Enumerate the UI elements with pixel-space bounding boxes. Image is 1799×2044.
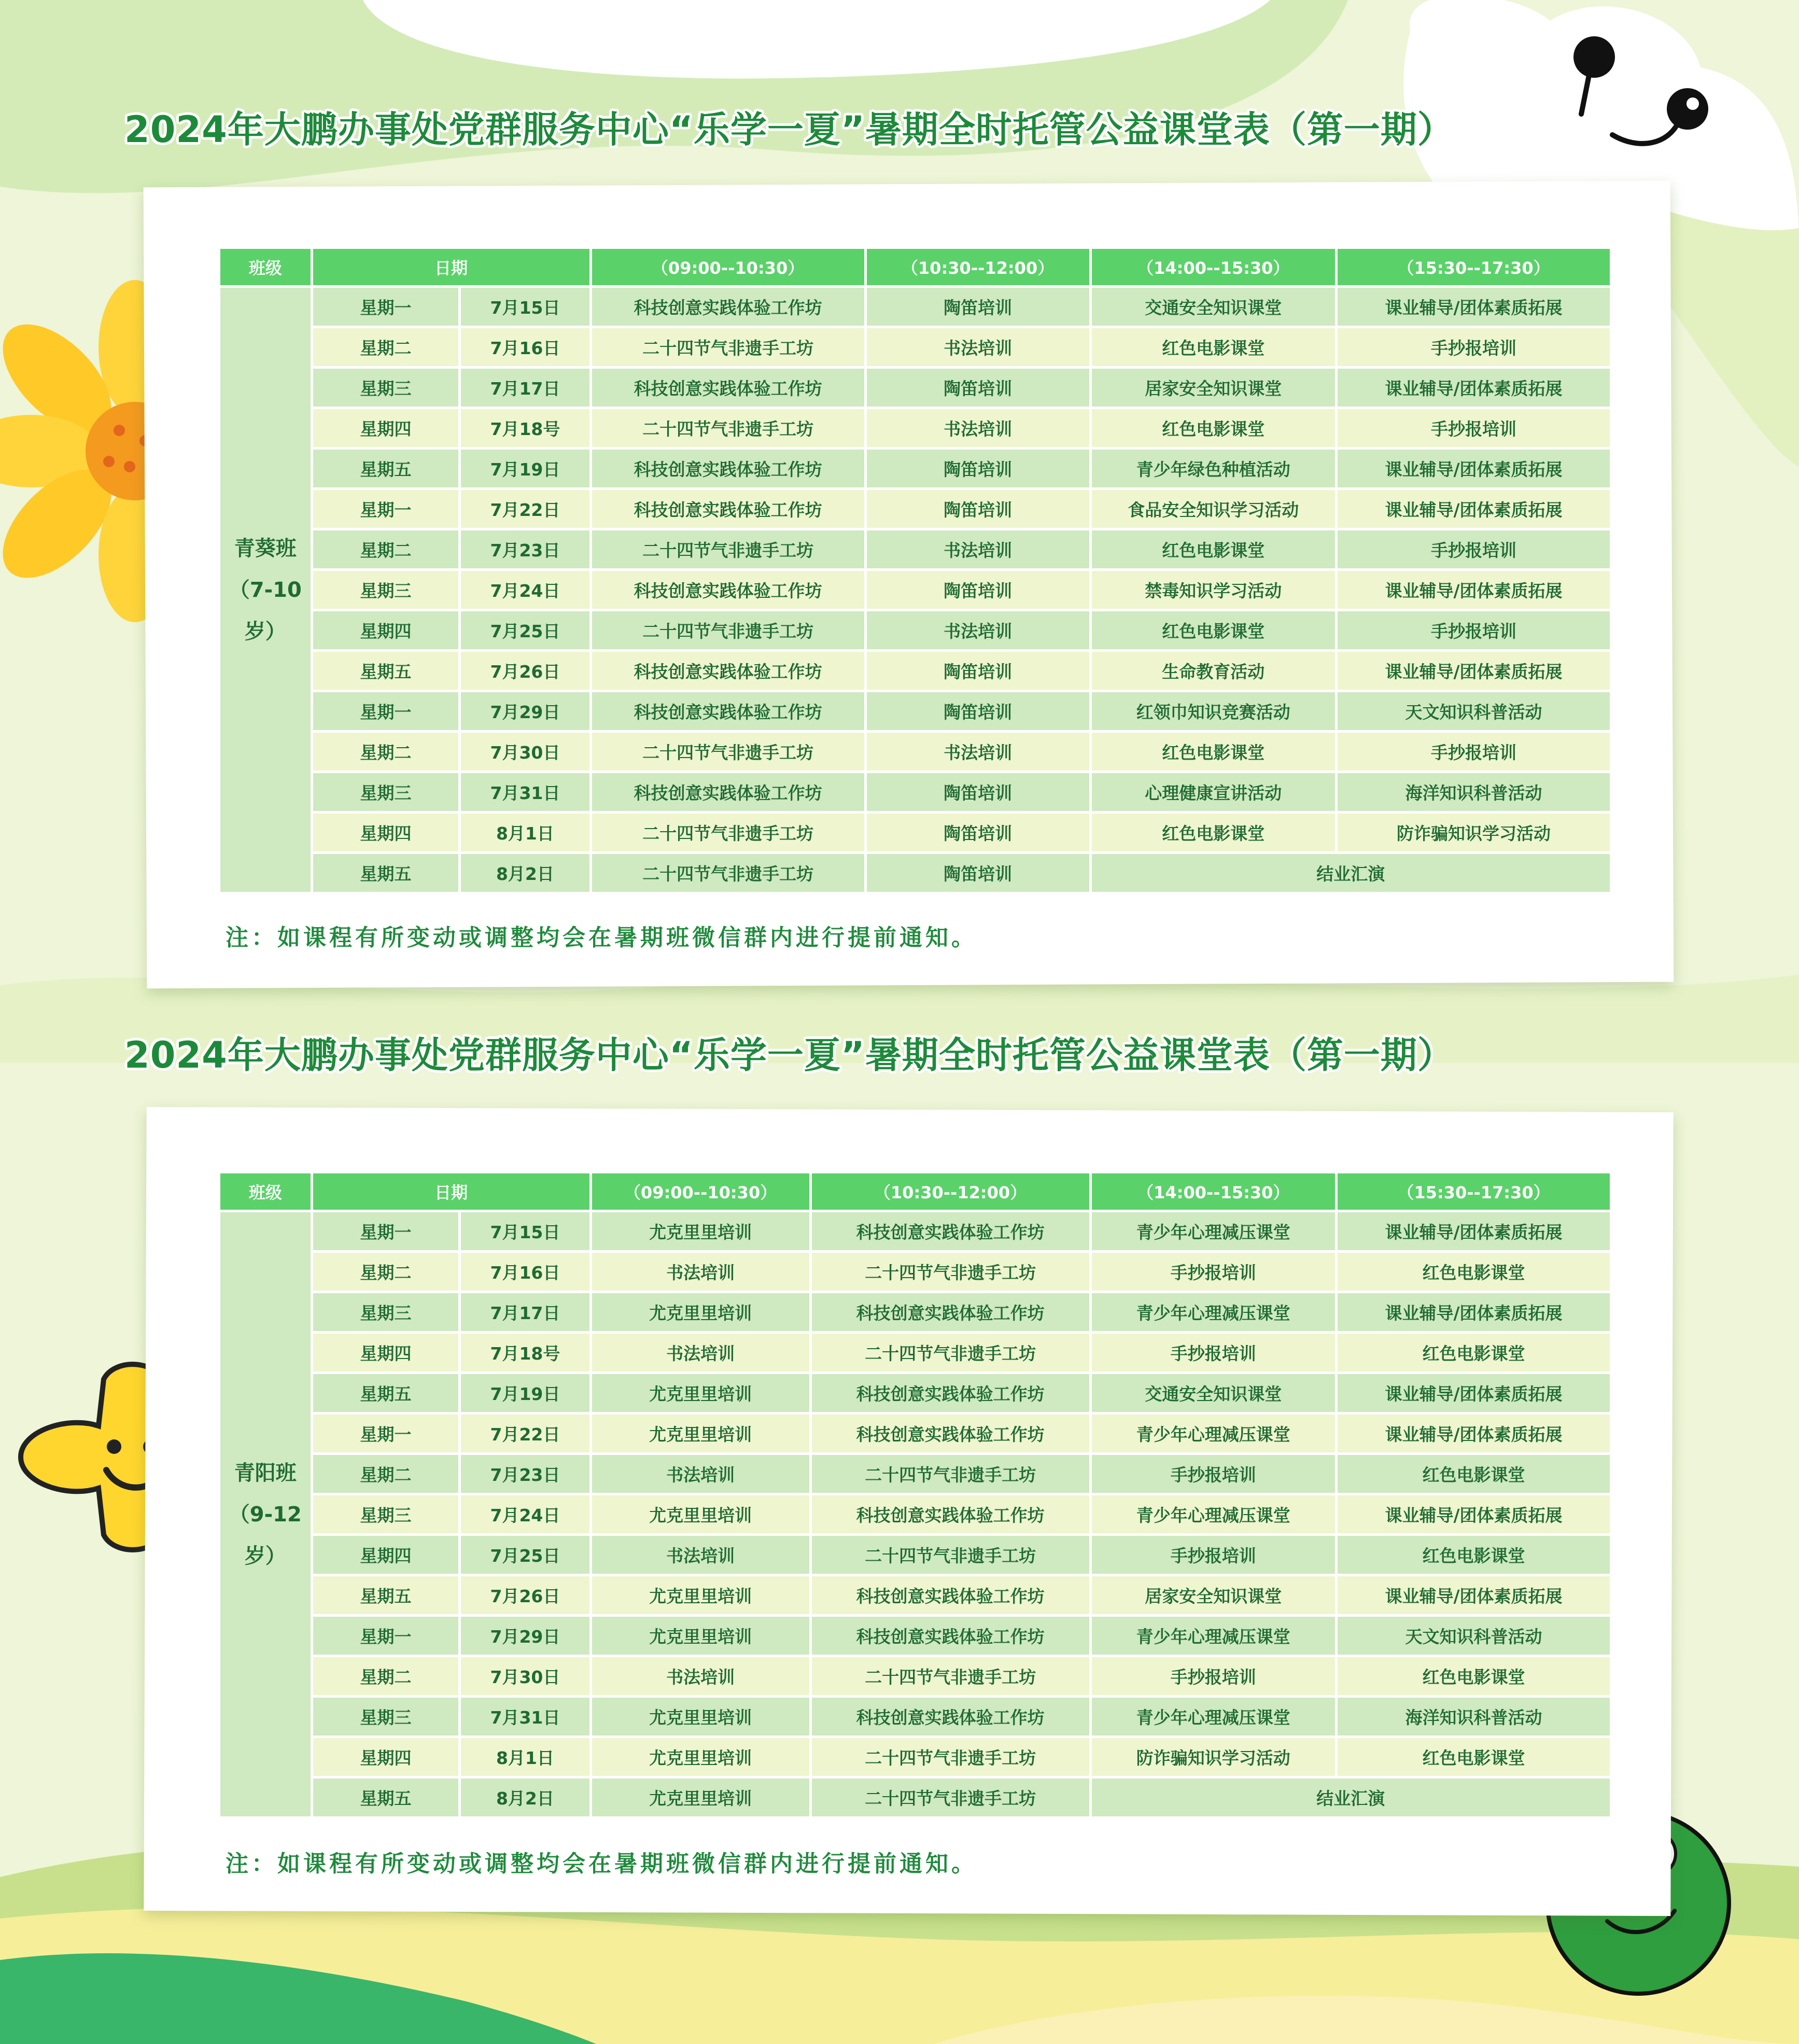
weekday-cell: 星期三 [313, 1698, 459, 1735]
slot-1-cell: 科技创意实践体验工作坊 [592, 692, 864, 730]
table-row [220, 1617, 1610, 1655]
date-cell: 7月19日 [461, 450, 589, 487]
slot-4-cell: 课业辅导/团体素质拓展 [1338, 571, 1610, 609]
slot-4-cell: 防诈骗知识学习活动 [1338, 814, 1610, 851]
schedule-title-qingyang: 2024年大鹏办事处党群服务中心“乐学一夏”暑期全时托管公益课堂表（第一期） [124, 1034, 1454, 1076]
slot-1-cell: 二十四节气非遗手工坊 [592, 854, 864, 892]
date-cell: 7月22日 [461, 1415, 589, 1452]
date-cell: 7月29日 [461, 692, 589, 730]
table-row [220, 611, 1610, 649]
slot-3-cell: 红色电影课堂 [1092, 328, 1335, 366]
date-cell: 7月24日 [461, 571, 589, 609]
slot-3-cell: 红色电影课堂 [1092, 409, 1335, 447]
slot-3-cell: 青少年绿色种植活动 [1092, 450, 1335, 487]
table-row [220, 692, 1610, 730]
slot-3-cell: 青少年心理减压课堂 [1092, 1495, 1335, 1533]
date-cell: 7月19日 [461, 1374, 589, 1412]
slot-1-cell: 书法培训 [592, 1455, 809, 1493]
table-row [220, 571, 1610, 609]
weekday-cell: 星期二 [313, 1253, 459, 1291]
table-row [220, 1576, 1610, 1614]
weekday-cell: 星期二 [313, 1455, 459, 1493]
slot-1-cell: 尤克里里培训 [592, 1576, 809, 1614]
table-header-row [220, 249, 1610, 285]
weekday-cell: 星期五 [313, 1779, 459, 1816]
weekday-cell: 星期五 [313, 652, 459, 690]
class-age: （9-12岁） [229, 1502, 302, 1568]
table-row [220, 814, 1610, 851]
table-row [220, 1536, 1610, 1574]
header-slot-2: （10:30--12:00） [812, 1173, 1089, 1210]
slot-4-cell: 课业辅导/团体素质拓展 [1338, 1495, 1610, 1533]
slot-3-cell: 青少年心理减压课堂 [1092, 1617, 1335, 1655]
slot-4-cell: 手抄报培训 [1338, 611, 1610, 649]
weekday-cell: 星期三 [313, 1495, 459, 1533]
date-cell: 7月15日 [461, 1212, 589, 1250]
slot-2-cell: 陶笛培训 [867, 288, 1089, 326]
slot-2-cell: 陶笛培训 [867, 571, 1089, 609]
date-cell: 7月29日 [461, 1617, 589, 1655]
weekday-cell: 星期二 [313, 530, 459, 568]
slot-2-cell: 陶笛培训 [867, 814, 1089, 851]
date-cell: 7月26日 [461, 652, 589, 690]
slot-4-cell: 课业辅导/团体素质拓展 [1338, 1374, 1610, 1412]
table-row [220, 530, 1610, 568]
slot-4-cell: 课业辅导/团体素质拓展 [1338, 652, 1610, 690]
slot-1-cell: 科技创意实践体验工作坊 [592, 490, 864, 528]
slot-1-cell: 科技创意实践体验工作坊 [592, 288, 864, 326]
table-row-final [220, 1779, 1610, 1816]
slot-1-cell: 二十四节气非遗手工坊 [592, 611, 864, 649]
slot-2-cell: 二十四节气非遗手工坊 [812, 1738, 1089, 1776]
weekday-cell: 星期一 [313, 1415, 459, 1452]
header-slot-3: （14:00--15:30） [1092, 249, 1335, 285]
slot-1-cell: 二十四节气非遗手工坊 [592, 814, 864, 851]
slot-2-cell: 科技创意实践体验工作坊 [812, 1293, 1089, 1331]
slot-4-cell: 手抄报培训 [1338, 733, 1610, 771]
slot-2-cell: 科技创意实践体验工作坊 [812, 1212, 1089, 1250]
slot-1-cell: 尤克里里培训 [592, 1617, 809, 1655]
slot-2-cell: 陶笛培训 [867, 692, 1089, 730]
date-cell: 7月31日 [461, 1698, 589, 1735]
date-cell: 7月26日 [461, 1576, 589, 1614]
date-cell: 7月16日 [461, 328, 589, 366]
slot-2-cell: 书法培训 [867, 530, 1089, 568]
header-date: 日期 [313, 1173, 589, 1210]
date-cell: 8月1日 [461, 1738, 589, 1776]
class-age: （7-10岁） [229, 578, 302, 643]
slot-3-cell: 生命教育活动 [1092, 652, 1335, 690]
slot-2-cell: 二十四节气非遗手工坊 [812, 1657, 1089, 1695]
slot-3-cell: 交通安全知识课堂 [1092, 1374, 1335, 1412]
date-cell: 7月25日 [461, 611, 589, 649]
slot-3-cell: 手抄报培训 [1092, 1455, 1335, 1493]
class-name: 青葵班 [234, 536, 297, 561]
slot-1-cell: 二十四节气非遗手工坊 [592, 530, 864, 568]
weekday-cell: 星期五 [313, 450, 459, 487]
slot-2-cell: 科技创意实践体验工作坊 [812, 1415, 1089, 1452]
date-cell: 7月18号 [461, 1334, 589, 1371]
slot-3-cell: 红色电影课堂 [1092, 814, 1335, 851]
header-date: 日期 [313, 249, 589, 285]
header-slot-1: （09:00--10:30） [592, 1173, 809, 1210]
slot-2-cell: 科技创意实践体验工作坊 [812, 1495, 1089, 1533]
table-row [220, 1415, 1610, 1452]
header-slot-4: （15:30--17:30） [1338, 1173, 1610, 1210]
header-class: 班级 [220, 249, 311, 285]
slot-1-cell: 二十四节气非遗手工坊 [592, 328, 864, 366]
date-cell: 7月24日 [461, 1495, 589, 1533]
date-cell: 7月25日 [461, 1536, 589, 1574]
slot-3-cell: 青少年心理减压课堂 [1092, 1293, 1335, 1331]
slot-2-cell: 书法培训 [867, 611, 1089, 649]
slot-1-cell: 尤克里里培训 [592, 1738, 809, 1776]
slot-3-cell: 红色电影课堂 [1092, 733, 1335, 771]
slot-1-cell: 尤克里里培训 [592, 1374, 809, 1412]
slot-1-cell: 书法培训 [592, 1334, 809, 1371]
slot-2-cell: 陶笛培训 [867, 450, 1089, 487]
slot-4-cell: 海洋知识科普活动 [1338, 773, 1610, 811]
date-cell: 7月23日 [461, 530, 589, 568]
schedule-note-qingkui: 注：如课程有所变动或调整均会在暑期班微信群内进行提前通知。 [226, 925, 977, 951]
weekday-cell: 星期一 [313, 490, 459, 528]
slot-3-cell: 青少年心理减压课堂 [1092, 1698, 1335, 1735]
slot-1-cell: 尤克里里培训 [592, 1779, 809, 1816]
date-cell: 7月18号 [461, 409, 589, 447]
schedule-table-qingyang [218, 1171, 1612, 1819]
table-row [220, 1212, 1610, 1250]
slot-4-cell: 课业辅导/团体素质拓展 [1338, 1576, 1610, 1614]
slot-3-cell: 红色电影课堂 [1092, 530, 1335, 568]
slot-2-cell: 陶笛培训 [867, 490, 1089, 528]
slot-1-cell: 尤克里里培训 [592, 1293, 809, 1331]
date-cell: 7月31日 [461, 773, 589, 811]
weekday-cell: 星期二 [313, 1657, 459, 1695]
slot-1-cell: 科技创意实践体验工作坊 [592, 773, 864, 811]
slot-1-cell: 尤克里里培训 [592, 1212, 809, 1250]
slot-2-cell: 科技创意实践体验工作坊 [812, 1576, 1089, 1614]
table-row [220, 1738, 1610, 1776]
slot-4-cell: 红色电影课堂 [1338, 1738, 1610, 1776]
weekday-cell: 星期三 [313, 773, 459, 811]
date-cell: 7月23日 [461, 1455, 589, 1493]
table-row [220, 773, 1610, 811]
slot-2-cell: 陶笛培训 [867, 773, 1089, 811]
weekday-cell: 星期一 [313, 692, 459, 730]
header-slot-2: （10:30--12:00） [867, 249, 1089, 285]
slot-2-cell: 书法培训 [867, 733, 1089, 771]
weekday-cell: 星期四 [313, 1738, 459, 1776]
weekday-cell: 星期四 [313, 1334, 459, 1371]
slot-2-cell: 二十四节气非遗手工坊 [812, 1455, 1089, 1493]
slot-1-cell: 书法培训 [592, 1536, 809, 1574]
date-cell: 8月2日 [461, 1779, 589, 1816]
weekday-cell: 星期五 [313, 1576, 459, 1614]
class-cell [220, 288, 311, 892]
class-cell [220, 1212, 311, 1816]
slot-4-cell: 课业辅导/团体素质拓展 [1338, 369, 1610, 407]
weekday-cell: 星期二 [313, 733, 459, 771]
table-row [220, 1374, 1610, 1412]
table-row [220, 1293, 1610, 1331]
slot-3-cell: 手抄报培训 [1092, 1253, 1335, 1291]
date-cell: 7月17日 [461, 1293, 589, 1331]
table-row [220, 288, 1610, 326]
slot-1-cell: 尤克里里培训 [592, 1415, 809, 1452]
slot-4-cell: 课业辅导/团体素质拓展 [1338, 1212, 1610, 1250]
table-row [220, 409, 1610, 447]
slot-4-cell: 红色电影课堂 [1338, 1657, 1610, 1695]
weekday-cell: 星期三 [313, 369, 459, 407]
schedule-title-qingkui: 2024年大鹏办事处党群服务中心“乐学一夏”暑期全时托管公益课堂表（第一期） [124, 108, 1454, 151]
table-row [220, 1657, 1610, 1695]
slot-4-cell: 课业辅导/团体素质拓展 [1338, 490, 1610, 528]
table-row [220, 1253, 1610, 1291]
slot-3-cell: 手抄报培训 [1092, 1657, 1335, 1695]
table-row [220, 450, 1610, 487]
slot-2-cell: 二十四节气非遗手工坊 [812, 1536, 1089, 1574]
slot-3-cell: 禁毒知识学习活动 [1092, 571, 1335, 609]
slot-3-cell: 青少年心理减压课堂 [1092, 1212, 1335, 1250]
slot-4-cell: 课业辅导/团体素质拓展 [1338, 1415, 1610, 1452]
slot-1-cell: 书法培训 [592, 1657, 809, 1695]
schedule-table-qingkui [218, 246, 1612, 894]
slot-1-cell: 二十四节气非遗手工坊 [592, 409, 864, 447]
header-slot-1: （09:00--10:30） [592, 249, 864, 285]
date-cell: 8月1日 [461, 814, 589, 851]
table-row [220, 1698, 1610, 1735]
weekday-cell: 星期一 [313, 1617, 459, 1655]
slot-1-cell: 二十四节气非遗手工坊 [592, 733, 864, 771]
table-row [220, 328, 1610, 366]
slot-1-cell: 科技创意实践体验工作坊 [592, 571, 864, 609]
weekday-cell: 星期五 [313, 1374, 459, 1412]
weekday-cell: 星期一 [313, 1212, 459, 1250]
slot-3-cell: 青少年心理减压课堂 [1092, 1415, 1335, 1452]
slot-4-cell: 天文知识科普活动 [1338, 692, 1610, 730]
slot-3-cell: 居家安全知识课堂 [1092, 369, 1335, 407]
table-row [220, 490, 1610, 528]
date-cell: 8月2日 [461, 854, 589, 892]
weekday-cell: 星期四 [313, 1536, 459, 1574]
slot-3-cell: 红领巾知识竞赛活动 [1092, 692, 1335, 730]
slot-1-cell: 科技创意实践体验工作坊 [592, 652, 864, 690]
slot-2-cell: 书法培训 [867, 409, 1089, 447]
date-cell: 7月16日 [461, 1253, 589, 1291]
slot-4-cell: 课业辅导/团体素质拓展 [1338, 1293, 1610, 1331]
slot-2-cell: 二十四节气非遗手工坊 [812, 1779, 1089, 1816]
weekday-cell: 星期三 [313, 571, 459, 609]
slot-2-cell: 二十四节气非遗手工坊 [812, 1253, 1089, 1291]
slot-4-cell: 红色电影课堂 [1338, 1536, 1610, 1574]
table-row [220, 1334, 1610, 1371]
table-row [220, 1495, 1610, 1533]
slot-4-cell: 海洋知识科普活动 [1338, 1698, 1610, 1735]
slot-2-cell: 科技创意实践体验工作坊 [812, 1617, 1089, 1655]
slot-1-cell: 科技创意实践体验工作坊 [592, 450, 864, 487]
slot-2-cell: 陶笛培训 [867, 854, 1089, 892]
weekday-cell: 星期四 [313, 611, 459, 649]
date-cell: 7月15日 [461, 288, 589, 326]
slot-1-cell: 尤克里里培训 [592, 1698, 809, 1735]
weekday-cell: 星期四 [313, 814, 459, 851]
slot-3-cell: 手抄报培训 [1092, 1334, 1335, 1371]
slot-4-cell: 红色电影课堂 [1338, 1334, 1610, 1371]
slot-4-cell: 手抄报培训 [1338, 530, 1610, 568]
slot-2-cell: 科技创意实践体验工作坊 [812, 1698, 1089, 1735]
date-cell: 7月30日 [461, 1657, 589, 1695]
weekday-cell: 星期四 [313, 409, 459, 447]
graduation-show-cell: 结业汇演 [1092, 1779, 1610, 1816]
weekday-cell: 星期二 [313, 328, 459, 366]
slot-3-cell: 红色电影课堂 [1092, 611, 1335, 649]
class-name: 青阳班 [234, 1461, 297, 1485]
slot-4-cell: 手抄报培训 [1338, 328, 1610, 366]
header-slot-4: （15:30--17:30） [1338, 249, 1610, 285]
graduation-show-cell: 结业汇演 [1092, 854, 1610, 892]
date-cell: 7月22日 [461, 490, 589, 528]
table-row-final [220, 854, 1610, 892]
slot-3-cell: 交通安全知识课堂 [1092, 288, 1335, 326]
weekday-cell: 星期五 [313, 854, 459, 892]
header-class: 班级 [220, 1173, 311, 1210]
slot-4-cell: 天文知识科普活动 [1338, 1617, 1610, 1655]
slot-4-cell: 课业辅导/团体素质拓展 [1338, 288, 1610, 326]
slot-3-cell: 防诈骗知识学习活动 [1092, 1738, 1335, 1776]
slot-3-cell: 手抄报培训 [1092, 1536, 1335, 1574]
slot-1-cell: 科技创意实践体验工作坊 [592, 369, 864, 407]
slot-1-cell: 书法培训 [592, 1253, 809, 1291]
slot-3-cell: 心理健康宣讲活动 [1092, 773, 1335, 811]
slot-4-cell: 红色电影课堂 [1338, 1455, 1610, 1493]
slot-3-cell: 食品安全知识学习活动 [1092, 490, 1335, 528]
slot-2-cell: 书法培训 [867, 328, 1089, 366]
table-row [220, 652, 1610, 690]
weekday-cell: 星期一 [313, 288, 459, 326]
slot-3-cell: 居家安全知识课堂 [1092, 1576, 1335, 1614]
table-row [220, 733, 1610, 771]
date-cell: 7月30日 [461, 733, 589, 771]
slot-2-cell: 陶笛培训 [867, 369, 1089, 407]
slot-4-cell: 课业辅导/团体素质拓展 [1338, 450, 1610, 487]
slot-2-cell: 科技创意实践体验工作坊 [812, 1374, 1089, 1412]
slot-1-cell: 尤克里里培训 [592, 1495, 809, 1533]
table-row [220, 369, 1610, 407]
slot-2-cell: 二十四节气非遗手工坊 [812, 1334, 1089, 1371]
header-slot-3: （14:00--15:30） [1092, 1173, 1335, 1210]
table-row [220, 1455, 1610, 1493]
schedule-note-qingyang: 注：如课程有所变动或调整均会在暑期班微信群内进行提前通知。 [226, 1851, 977, 1877]
slot-4-cell: 红色电影课堂 [1338, 1253, 1610, 1291]
date-cell: 7月17日 [461, 369, 589, 407]
table-header-row [220, 1173, 1610, 1210]
slot-2-cell: 陶笛培训 [867, 652, 1089, 690]
weekday-cell: 星期三 [313, 1293, 459, 1331]
slot-4-cell: 手抄报培训 [1338, 409, 1610, 447]
